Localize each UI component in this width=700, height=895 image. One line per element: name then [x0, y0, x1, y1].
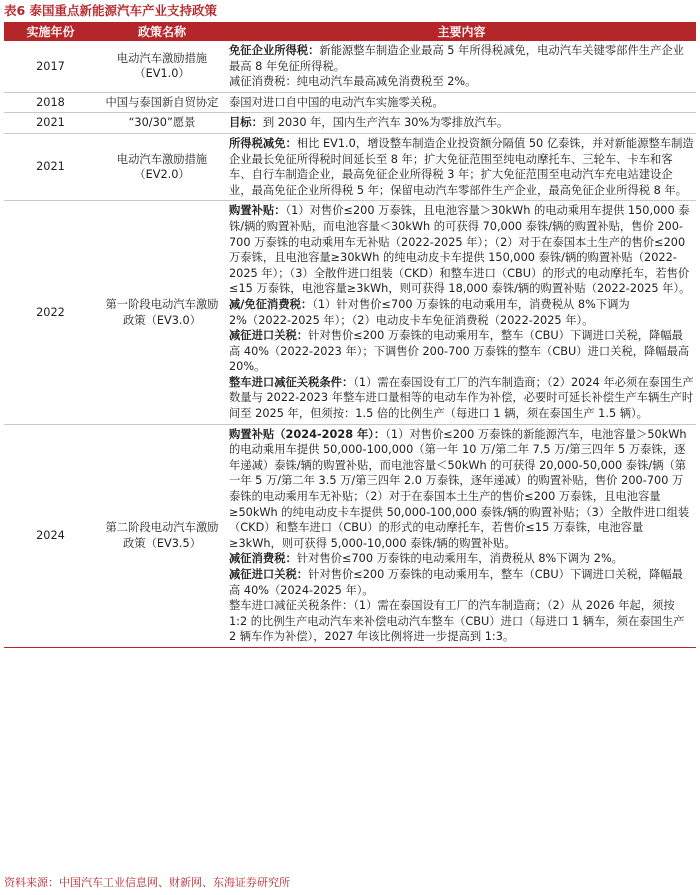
table-row	[4, 201, 696, 424]
table-header-row	[4, 22, 696, 41]
content-paragraph	[229, 74, 694, 90]
content-heading: 购置补贴：	[229, 204, 286, 218]
cell-policy-name: “30/30”愿景	[97, 113, 227, 134]
header-content: 主要内容	[227, 22, 696, 41]
header-policy-name: 政策名称	[97, 22, 227, 41]
content-text: 针对售价≤200 万泰铢的电动乘用车，整车（CBU）下调进口关税，降幅最高 40%（2022-2023 年）；下调售价 200-700 万泰铢的整车（CBU）进口关税，降幅最高 20%。	[229, 329, 690, 374]
content-text: 针对售价≤700 万泰铢的电动乘用车，消费税从 8%下调为 2%。	[296, 552, 623, 566]
content-heading: 减/免征消费税：	[229, 297, 313, 311]
table-row	[4, 113, 696, 134]
content-heading: 减征进口关税：	[229, 329, 309, 343]
cell-year: 2022	[4, 201, 97, 424]
cell-content	[227, 424, 696, 647]
cell-content	[227, 113, 696, 134]
cell-content	[227, 133, 696, 200]
header-year: 实施年份	[4, 22, 97, 41]
cell-policy-name: 电动汽车激励措施（EV1.0）	[97, 41, 227, 92]
content-text: （1）需在泰国设有工厂的汽车制造商；（2）2024 年必须在泰国生产数量与 2022-2023 年整车进口量相等的电动车作为补偿，必要时可延长补偿生产车辆生产时间至 2025 年，但须按：1.5 倍的比例生产（每进口 1 辆，须在泰国生产 1.5 辆）。	[229, 375, 694, 421]
content-text: 到 2030 年，国内生产汽车 30%为零排放汽车。	[262, 116, 509, 130]
content-paragraph	[229, 95, 694, 111]
table-row	[4, 424, 696, 647]
cell-year: 2018	[4, 92, 97, 113]
table-caption: 表6 泰国重点新能源汽车产业支持政策	[4, 3, 218, 18]
content-heading: 所得税减免：	[229, 136, 297, 150]
content-paragraph	[229, 115, 694, 131]
source-note: 资料来源：中国汽车工业信息网、财新网、东海证券研究所	[4, 876, 290, 889]
content-text: 相比 EV1.0，增设整车制造企业投资额分隔值 50 亿泰铢，并对新能源整车制造企业最长免征所得税时间延长至 8 年；扩大免征范围至纯电动摩托车、三轮车、卡车和客车、自行车制造企业，最高免征企业所得税 3 年；扩大免征范围至电动汽车充电站建设企业，最高免征企业所得税 5 年；保留电动汽车零部件生产企业，最高免征企业所得税 8 年。	[229, 136, 694, 197]
policy-table	[4, 22, 696, 648]
content-paragraph	[229, 136, 694, 198]
cell-year: 2017	[4, 41, 97, 92]
content-text: （1）对售价≤200 万泰铢，且电池容量＞30kWh 的电动乘用车提供 150,000 泰铢/辆的购置补贴，而电池容量＜30kWh 的可获得 70,000 泰铢/辆的购置补贴，售价 200-700 万泰铢的电动乘用车无补贴（2022-2025 年）；（2）对于在泰国本土生产的售价≤200 万泰铢，且电池容量≥30kWh 的纯电动皮卡车提供 150,000 泰铢/辆的购置补贴（2022-2025 年）；（3）全散件进口组装（CKD）和整车进口（CBU）的形式的电动摩托车，若售价≤15 万泰铢，电池容量≥3kWh，则可获得 18,000 泰铢/辆的购置补贴（2022-2025 年）。	[229, 204, 691, 296]
cell-year: 2021	[4, 133, 97, 200]
content-paragraph	[229, 567, 694, 598]
content-paragraph	[229, 328, 694, 375]
content-text: 整车进口减征关税条件：（1）需在泰国设有工厂的汽车制造商；（2）从 2026 年起，须按 1:2 的比例生产电动汽车来补偿电动汽车整车（CBU）进口（每进口 1 辆车，须在泰国生产 2 辆车作为补偿），2027 年该比例将进一步提高到 1:3。	[229, 599, 685, 644]
content-heading: 免征企业所得税：	[229, 44, 320, 57]
content-heading: 购置补贴（2024-2028 年）：	[229, 427, 386, 441]
cell-content	[227, 41, 696, 92]
table-row	[4, 41, 696, 92]
content-paragraph	[229, 375, 694, 422]
content-heading: 整车进口减征关税条件：	[229, 375, 354, 389]
content-text: 泰国对进口自中国的电动汽车实施零关税。	[229, 95, 444, 109]
content-heading: 目标：	[229, 116, 263, 130]
cell-content	[227, 92, 696, 113]
content-paragraph	[229, 598, 694, 645]
table-row	[4, 133, 696, 200]
cell-year: 2021	[4, 113, 97, 134]
content-paragraph	[229, 551, 694, 567]
cell-policy-name: 中国与泰国新自贸协定	[97, 92, 227, 113]
cell-content	[227, 201, 696, 424]
content-text: 针对售价≤200 万泰铢的电动乘用车，整车（CBU）下调进口关税，降幅最高 40%（2024-2025 年）。	[229, 568, 683, 597]
content-paragraph	[229, 427, 694, 552]
content-paragraph	[229, 203, 694, 297]
cell-policy-name: 第一阶段电动汽车激励政策（EV3.0）	[97, 201, 227, 424]
content-text: （1）针对售价≤700 万泰铢的电动乘用车，消费税从 8%下调为 2%（2022-2025 年）；（2）电动皮卡车免征消费税（2022-2025 年）。	[229, 297, 630, 327]
content-paragraph	[229, 43, 694, 74]
content-paragraph	[229, 297, 694, 328]
content-text: 减征消费税：纯电动汽车最高减免消费税至 2%。	[229, 75, 477, 89]
table-row	[4, 92, 696, 113]
content-heading: 减征进口关税：	[229, 568, 309, 581]
cell-policy-name: 电动汽车激励措施（EV2.0）	[97, 133, 227, 200]
cell-year: 2024	[4, 424, 97, 647]
content-heading: 减征消费税：	[229, 552, 297, 566]
cell-policy-name: 第二阶段电动汽车激励政策（EV3.5）	[97, 424, 227, 647]
content-text: 新能源整车制造企业最高 5 年所得税减免，电动汽车关键零部件生产企业最高 8 年免征所得税。	[229, 44, 684, 73]
content-text: （1）对售价≤200 万泰铢的新能源汽车，电池容量＞50kWh 的电动乘用车提供 50,000-100,000（第一年 10 万/第二年 7.5 万/第三四年 5 万泰铢，逐年递减）泰铢/辆的购置补贴，而电池容量＜50kWh 的可获得 20,000-50,000 泰铢/辆（第一年 5 万/第二年 3.5 万/第三四年 2.0 万泰铢，逐年递减）的购置补贴，售价 200-700 万泰铢的电动乘用车无补贴；（2）对于在泰国本土生产的售价≤200 万泰铢，且电池容量≥50kWh 的纯电动皮卡车提供 50,000-100,000 泰铢/辆的购置补贴；（3）全散件进口组装（CKD）和整车进口（CBU）的形式的电动摩托车，若售价≤15 万泰铢，电池容量≥3kWh，则可获得 5,000-10,000 泰铢/辆的购置补贴。	[229, 427, 690, 550]
